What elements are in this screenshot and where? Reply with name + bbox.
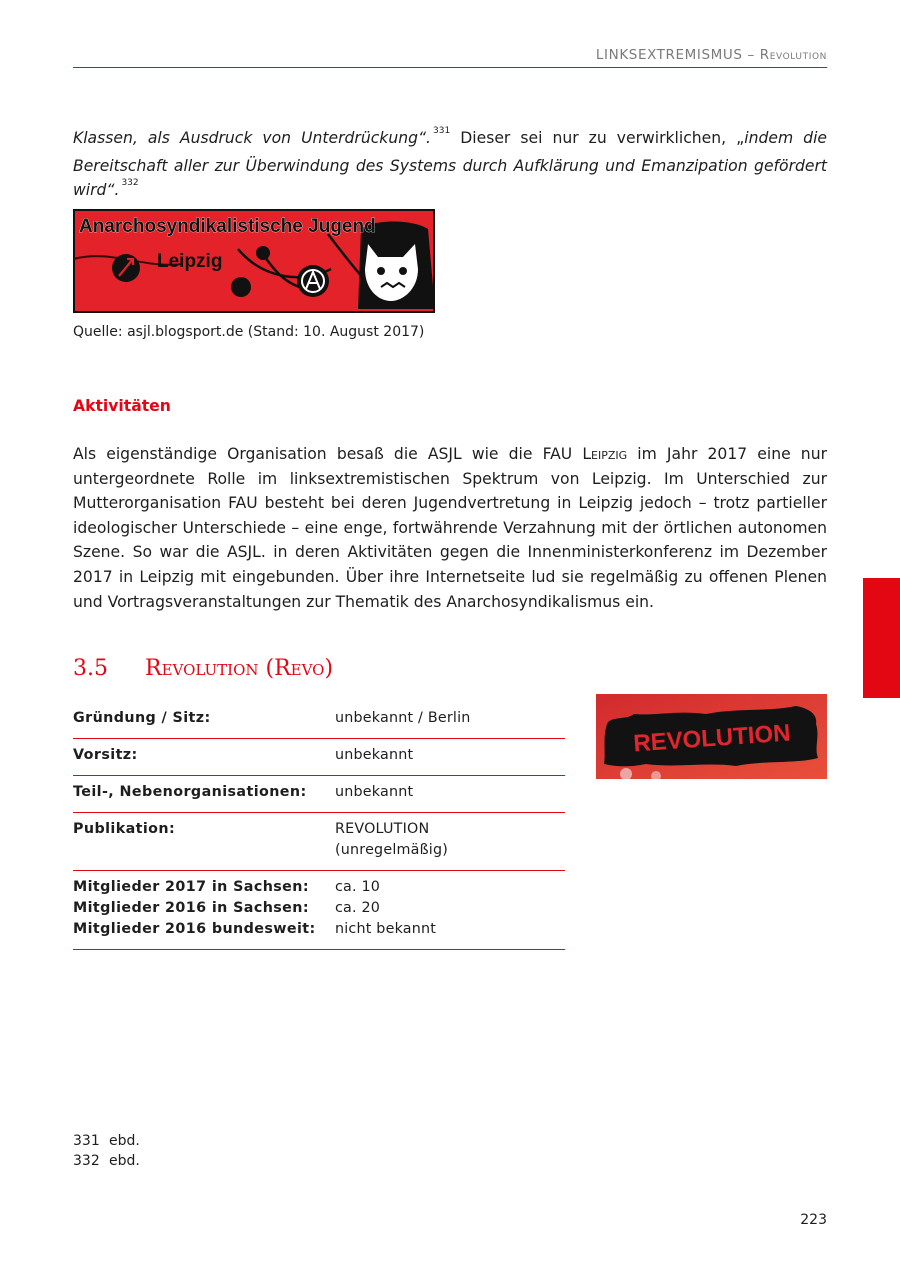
page-number: 223	[800, 1212, 827, 1228]
intro-text: Dieser sei nur zu verwirklichen, „	[450, 129, 745, 147]
members-value: ca. 20	[335, 900, 381, 916]
cat-eye-left	[377, 267, 385, 275]
section-heading	[73, 656, 333, 681]
activities-paragraph	[73, 442, 827, 614]
cat-eye-right	[399, 267, 407, 275]
running-header	[73, 47, 827, 63]
chapter-tab	[863, 578, 900, 698]
asjl-logo-line2: Leipzig	[157, 251, 223, 272]
members-label: Mitglieder 2016 in Sachsen:	[73, 900, 309, 916]
publication-name: REVOLUTION	[335, 821, 430, 837]
publication-frequency: (unregelmäßig)	[335, 842, 449, 858]
footnote-number: 331	[73, 1133, 100, 1149]
image-caption: Quelle: asjl.blogsport.de (Stand: 10. August 2017)	[73, 324, 425, 340]
profile-value: unbekannt / Berlin	[335, 710, 471, 726]
footnote-text: ebd.	[109, 1133, 140, 1149]
header-subtitle: Revolution	[759, 47, 827, 63]
members-value: nicht bekannt	[335, 921, 437, 937]
footnote	[73, 1151, 140, 1171]
profile-value: unbekannt	[335, 747, 414, 763]
section-number: 3.5	[73, 656, 108, 681]
profile-row-members	[73, 871, 565, 950]
profile-row	[73, 702, 565, 739]
footnotes	[73, 1131, 140, 1171]
header-title: LINKSEXTREMISMUS	[595, 47, 743, 63]
intro-quote-2: indem die Bereitschaft aller zur Überwindung des Systems durch Aufklärung und Emanzipation gefördert wird“.	[73, 129, 828, 200]
header-separator: –	[747, 47, 755, 63]
members-label: Mitglieder 2017 in Sachsen:	[73, 879, 309, 895]
members-value: ca. 10	[335, 879, 381, 895]
asjl-logo-line1: Anarchosyndikalistische Jugend	[79, 216, 376, 237]
footnote-text: ebd.	[109, 1153, 140, 1169]
profile-label: Teil-, Nebenorganisationen:	[73, 784, 307, 800]
footnote	[73, 1131, 140, 1151]
revo-logo-text: REVOLUTION	[632, 719, 792, 758]
profile-value: unbekannt	[335, 784, 414, 800]
profile-value	[335, 877, 565, 940]
activities-text-b: Leipzig	[582, 445, 628, 463]
profile-label: Publikation:	[73, 821, 176, 837]
footnote-number: 332	[73, 1153, 100, 1169]
profile-row	[73, 739, 565, 776]
book-icon	[231, 277, 251, 297]
activities-text-c: im Jahr 2017 eine nur untergeordnete Rolle im linksextremistischen Spektrum von Leipzig. Im Unterschied zur Mutterorganisation FAU besteht bei deren Jugendvertretung in Leipzig jedoch – trotz partieller ideologischer Unterschiede – eine enge, fortwährende Verzahnung mit der örtlichen autonomen Szene. So war die ASJL. in deren Aktivitäten gegen die Innenministerkonferenz im Dezember 2017 in Leipzig mit eingebunden. Über ihre Internetseite lud sie regelmäßig zu offenen Plenen und Vortragsveranstaltungen zur Thematik des Anarchosyndikalismus ein.	[73, 445, 827, 611]
asjl-logo-image	[73, 209, 435, 313]
activities-text-a: Als eigenständige Organisation besaß die ASJL wie die FAU	[73, 445, 583, 463]
section-title-text: Revolution (Revo)	[145, 656, 334, 681]
revolution-logo-image	[596, 694, 827, 779]
intro-quote-1: Klassen, als Ausdruck von Unterdrückung“.	[73, 129, 432, 147]
footnote-ref-331: 331	[433, 126, 451, 136]
profile-table	[73, 702, 565, 950]
header-rule	[73, 67, 827, 68]
footnote-ref-332: 332	[121, 178, 139, 189]
profile-label: Vorsitz:	[73, 747, 138, 763]
profile-row	[73, 813, 565, 871]
fist-icon	[256, 246, 270, 260]
profile-label	[73, 877, 335, 940]
profile-value	[335, 819, 565, 861]
profile-label: Gründung / Sitz:	[73, 710, 211, 726]
members-label: Mitglieder 2016 bundesweit:	[73, 921, 316, 937]
profile-row	[73, 776, 565, 813]
intro-paragraph	[73, 126, 827, 206]
activities-heading: Aktivitäten	[73, 397, 171, 415]
